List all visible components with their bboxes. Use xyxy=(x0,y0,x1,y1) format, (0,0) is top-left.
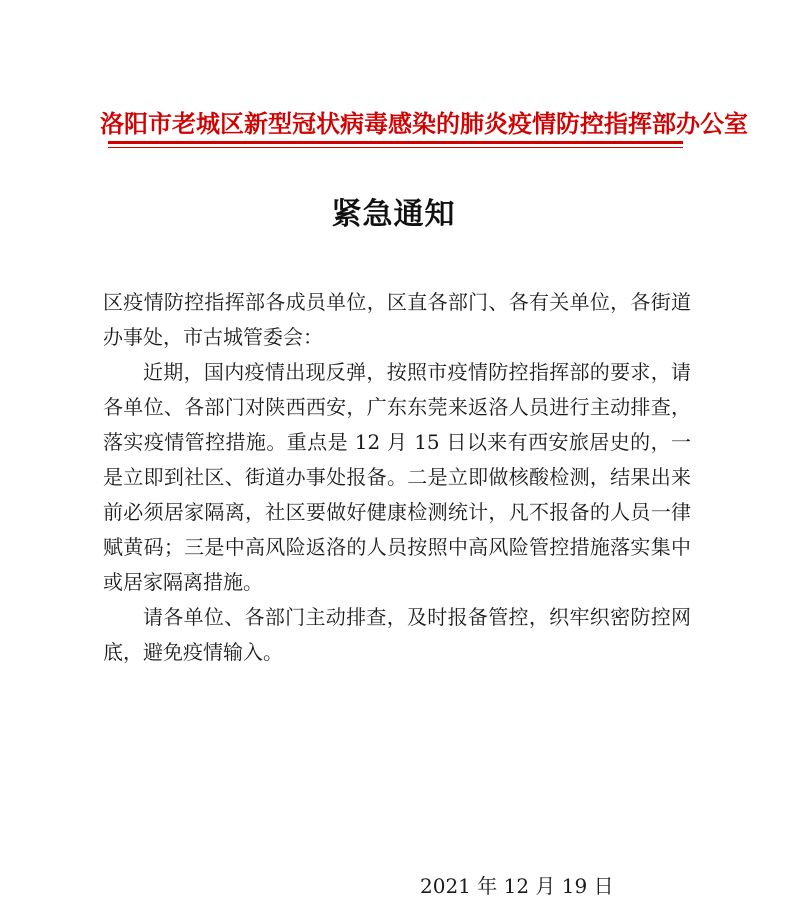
header-red-rule-thick xyxy=(108,141,683,144)
body-paragraph-2: 请各单位、各部门主动排查，及时报备管控，织牢织密防控网底，避免疫情输入。 xyxy=(103,605,691,664)
document-body xyxy=(103,285,691,670)
issuing-organization: 洛阳市老城区新型冠状病毒感染的肺炎疫情防控指挥部办公室 xyxy=(100,109,748,138)
salutation: 区疫情防控指挥部各成员单位，区直各部门、各有关单位，各街道办事处，市古城管委会： xyxy=(103,290,691,349)
body-paragraph-1: 近期，国内疫情出现反弹，按照市疫情防控指挥部的要求，请各单位、各部门对陕西西安，广东东莞来返洛人员进行主动排查，落实疫情管控措施。重点是 12 月 15 日以来有西安旅居史的，一是立即到社区、街道办事处报备。二是立即做核酸检测，结果出来前必须居家隔离，社区要做好健康检测统计，凡不报备的人员一律赋黄码；三是中高风险返洛的人员按照中高风险管控措施落实集中或居家隔离措施。 xyxy=(103,360,691,594)
issue-date: 2021 年 12 月 19 日 xyxy=(420,874,614,898)
header-red-rule-thin xyxy=(108,147,683,148)
document-title: 紧急通知 xyxy=(331,197,456,232)
